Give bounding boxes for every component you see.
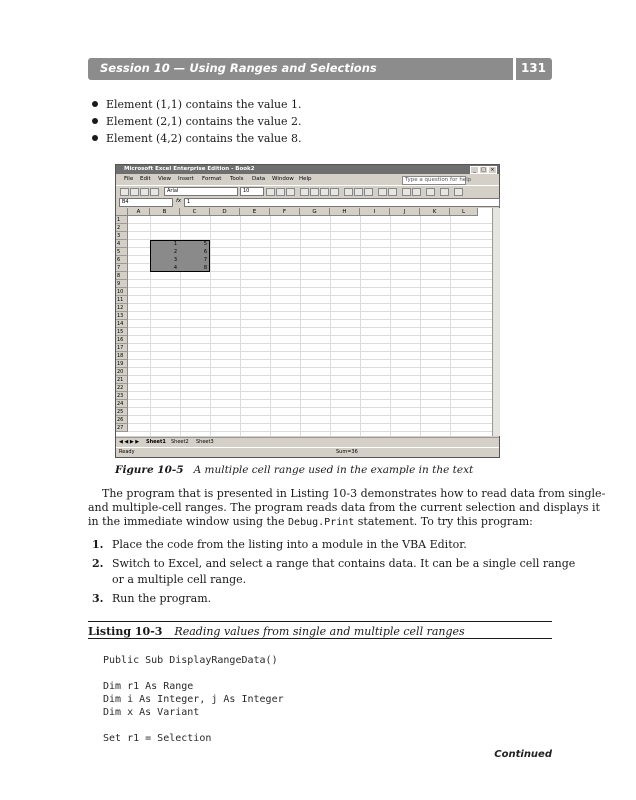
- grid-line: [128, 431, 492, 432]
- step-number: 1.: [92, 538, 104, 551]
- column-header[interactable]: K: [420, 208, 450, 216]
- fill-color-icon[interactable]: [440, 188, 449, 196]
- font-name-select[interactable]: Arial: [164, 187, 238, 196]
- grid-line: [128, 287, 492, 288]
- row-header[interactable]: 4: [116, 240, 128, 248]
- column-header[interactable]: F: [270, 208, 300, 216]
- font-size-select[interactable]: 10: [240, 187, 264, 196]
- bullet-item: Element (2,1) contains the value 2.: [92, 113, 302, 130]
- formula-input[interactable]: 1: [184, 198, 500, 207]
- listing-caption-text: Reading values from single and multiple cell ranges: [174, 625, 465, 638]
- row-header[interactable]: 26: [116, 416, 128, 424]
- column-header[interactable]: C: [180, 208, 210, 216]
- code-listing: [103, 654, 284, 745]
- column-header[interactable]: D: [210, 208, 240, 216]
- row-header[interactable]: 15: [116, 328, 128, 336]
- header-title: Session 10 — Using Ranges and Selections: [100, 61, 377, 75]
- figure-label: Figure 10-5: [115, 464, 184, 476]
- column-header[interactable]: J: [390, 208, 420, 216]
- paragraph-line: and multiple-cell ranges. The program reads data from the current selection and displays it: [88, 501, 600, 514]
- cell-b5[interactable]: 2: [173, 249, 177, 255]
- cell-c5[interactable]: 6: [203, 249, 207, 255]
- code-line: Dim x As Variant: [103, 707, 200, 718]
- grid-line: [128, 423, 492, 424]
- row-header[interactable]: 8: [116, 272, 128, 280]
- worksheet-grid[interactable]: [116, 208, 492, 436]
- decrease-decimal-icon[interactable]: [388, 188, 397, 196]
- cell-b7[interactable]: 4: [173, 265, 177, 271]
- grid-line: [128, 359, 492, 360]
- step-item: 3. Run the program.: [92, 592, 212, 605]
- code-line: Set r1 = Selection: [103, 733, 212, 744]
- column-header[interactable]: L: [450, 208, 478, 216]
- row-header[interactable]: 19: [116, 360, 128, 368]
- grid-line: [128, 375, 492, 376]
- column-header[interactable]: G: [300, 208, 330, 216]
- cell-b6[interactable]: 3: [173, 257, 177, 263]
- menu-file[interactable]: File: [124, 176, 134, 182]
- grid-line: [240, 216, 241, 436]
- grid-line: [300, 216, 301, 436]
- paragraph-line: in the immediate window using the Debug.Print statement. To try this program:: [88, 515, 533, 528]
- menu-window[interactable]: Window: [272, 176, 294, 182]
- grid-line: [128, 303, 492, 304]
- excel-menu-bar: [116, 175, 499, 184]
- page-number: 131: [520, 61, 546, 75]
- column-header[interactable]: H: [330, 208, 360, 216]
- cell-c7[interactable]: 8: [203, 265, 207, 271]
- grid-line: [128, 383, 492, 384]
- bullet-dot-icon: [92, 101, 98, 107]
- maximize-icon[interactable]: □: [479, 166, 488, 174]
- formula-bar: [116, 197, 499, 206]
- inline-code: Debug.Print: [288, 517, 355, 528]
- row-header[interactable]: 5: [116, 248, 128, 256]
- autosum-icon[interactable]: [140, 188, 149, 196]
- comma-icon[interactable]: [364, 188, 373, 196]
- code-line: [103, 719, 284, 732]
- excel-title-bar: [116, 165, 499, 174]
- column-header[interactable]: A: [128, 208, 150, 216]
- cell-c4[interactable]: 5: [203, 241, 207, 247]
- grid-line: [128, 367, 492, 368]
- outdent-icon[interactable]: [412, 188, 421, 196]
- code-line: Public Sub DisplayRangeData(): [103, 655, 278, 666]
- grid-line: [270, 216, 271, 436]
- row-header[interactable]: 21: [116, 376, 128, 384]
- grid-line: [390, 216, 391, 436]
- step-item: 1. Place the code from the listing into a module in the VBA Editor.: [92, 538, 467, 551]
- bold-icon[interactable]: [266, 188, 275, 196]
- column-header[interactable]: E: [240, 208, 270, 216]
- listing-top-rule: [88, 621, 552, 622]
- row-header[interactable]: 25: [116, 408, 128, 416]
- listing-label: Listing 10-3: [88, 625, 163, 638]
- numbered-steps: [92, 537, 575, 607]
- grid-line: [450, 216, 451, 436]
- code-line: [103, 667, 284, 680]
- bullet-list: [92, 96, 302, 147]
- sort-icon[interactable]: [150, 188, 159, 196]
- grid-line: [128, 351, 492, 352]
- grid-line: [128, 231, 492, 232]
- column-header[interactable]: B: [150, 208, 180, 216]
- row-header[interactable]: 11: [116, 296, 128, 304]
- row-header[interactable]: 13: [116, 312, 128, 320]
- cell-b4[interactable]: 1: [173, 241, 177, 247]
- row-header[interactable]: 7: [116, 264, 128, 272]
- column-header[interactable]: I: [360, 208, 390, 216]
- status-bar: [116, 447, 499, 457]
- code-line: Dim i As Integer, j As Integer: [103, 694, 284, 705]
- merge-icon[interactable]: [330, 188, 339, 196]
- row-header[interactable]: 3: [116, 232, 128, 240]
- open-icon[interactable]: [130, 188, 139, 196]
- body-paragraph: [88, 487, 606, 530]
- grid-line: [330, 216, 331, 436]
- row-header[interactable]: 6: [116, 256, 128, 264]
- tab-sheet3[interactable]: Sheet3: [196, 439, 214, 445]
- menu-format[interactable]: Format: [202, 176, 222, 182]
- step-number: 3.: [92, 592, 104, 605]
- align-left-icon[interactable]: [300, 188, 309, 196]
- step-number: 2.: [92, 557, 104, 570]
- grid-line: [210, 216, 211, 436]
- grid-line: [128, 295, 492, 296]
- listing-bottom-rule: [88, 638, 552, 639]
- code-line: Dim r1 As Range: [103, 681, 194, 692]
- row-header[interactable]: 1: [116, 216, 128, 224]
- sheet-tabs: [116, 437, 499, 447]
- figure-caption: [115, 464, 473, 476]
- increase-decimal-icon[interactable]: [378, 188, 387, 196]
- row-header[interactable]: 23: [116, 392, 128, 400]
- select-all-corner[interactable]: [116, 208, 128, 216]
- font-color-icon[interactable]: [454, 188, 463, 196]
- grid-line: [128, 319, 492, 320]
- vertical-scrollbar[interactable]: [492, 208, 500, 436]
- help-search-input[interactable]: Type a question for help: [402, 176, 466, 185]
- header-separator: [513, 58, 516, 80]
- row-header[interactable]: 17: [116, 344, 128, 352]
- step-item: 2. Switch to Excel, and select a range that contains data. It can be a single cell range or a multiple cell range.: [92, 557, 576, 586]
- bullet-dot-icon: [92, 135, 98, 141]
- grid-line: [128, 407, 492, 408]
- menu-insert[interactable]: Insert: [178, 176, 194, 182]
- tab-sheet1[interactable]: Sheet1: [146, 439, 166, 445]
- figure-caption-text: A multiple cell range used in the example in the text: [193, 464, 474, 476]
- grid-line: [128, 335, 492, 336]
- fx-icon: fx: [176, 198, 182, 204]
- grid-line: [420, 216, 421, 436]
- grid-line: [128, 391, 492, 392]
- grid-line: [128, 223, 492, 224]
- align-right-icon[interactable]: [320, 188, 329, 196]
- bullet-item: Element (4,2) contains the value 8.: [92, 130, 302, 147]
- minimize-icon[interactable]: _: [470, 166, 479, 174]
- row-header[interactable]: 24: [116, 400, 128, 408]
- currency-icon[interactable]: [344, 188, 353, 196]
- grid-line: [128, 415, 492, 416]
- row-header[interactable]: 14: [116, 320, 128, 328]
- bullet-item: Element (1,1) contains the value 1.: [92, 96, 302, 113]
- menu-view[interactable]: View: [158, 176, 172, 182]
- align-center-icon[interactable]: [310, 188, 319, 196]
- cell-c6[interactable]: 7: [203, 257, 207, 263]
- tab-sheet2[interactable]: Sheet2: [171, 439, 189, 445]
- row-header[interactable]: 22: [116, 384, 128, 392]
- row-header[interactable]: 12: [116, 304, 128, 312]
- row-header[interactable]: 16: [116, 336, 128, 344]
- excel-window: [115, 164, 500, 458]
- row-header[interactable]: 9: [116, 280, 128, 288]
- menu-tools[interactable]: Tools: [230, 176, 244, 182]
- percent-icon[interactable]: [354, 188, 363, 196]
- bullet-dot-icon: [92, 118, 98, 124]
- close-icon[interactable]: ×: [488, 166, 497, 174]
- row-header[interactable]: 2: [116, 224, 128, 232]
- row-header[interactable]: 20: [116, 368, 128, 376]
- tab-nav-arrows-icon[interactable]: ◀ ◀ ▶ ▶: [119, 439, 140, 445]
- grid-line: [128, 327, 492, 328]
- name-box[interactable]: B4: [119, 198, 173, 207]
- excel-window-title: Microsoft Excel Enterprise Edition - Book2: [124, 166, 255, 172]
- row-header[interactable]: 10: [116, 288, 128, 296]
- grid-line: [360, 216, 361, 436]
- underline-icon[interactable]: [286, 188, 295, 196]
- row-header[interactable]: 27: [116, 424, 128, 432]
- status-sum: Sum=36: [336, 449, 358, 455]
- menu-help[interactable]: Help: [299, 176, 312, 182]
- status-ready: Ready: [119, 449, 135, 455]
- menu-edit[interactable]: Edit: [140, 176, 151, 182]
- grid-line: [128, 311, 492, 312]
- grid-line: [128, 399, 492, 400]
- grid-line: [128, 279, 492, 280]
- listing-caption: [88, 625, 465, 638]
- paragraph-line: The program that is presented in Listing 10-3 demonstrates how to read data from single-: [102, 487, 606, 500]
- running-header: [88, 58, 552, 80]
- new-icon[interactable]: [120, 188, 129, 196]
- indent-icon[interactable]: [402, 188, 411, 196]
- grid-line: [128, 343, 492, 344]
- italic-icon[interactable]: [276, 188, 285, 196]
- row-header[interactable]: 18: [116, 352, 128, 360]
- excel-toolbar: [116, 185, 499, 197]
- menu-data[interactable]: Data: [252, 176, 266, 182]
- continued-label: Continued: [494, 749, 552, 760]
- borders-icon[interactable]: [426, 188, 435, 196]
